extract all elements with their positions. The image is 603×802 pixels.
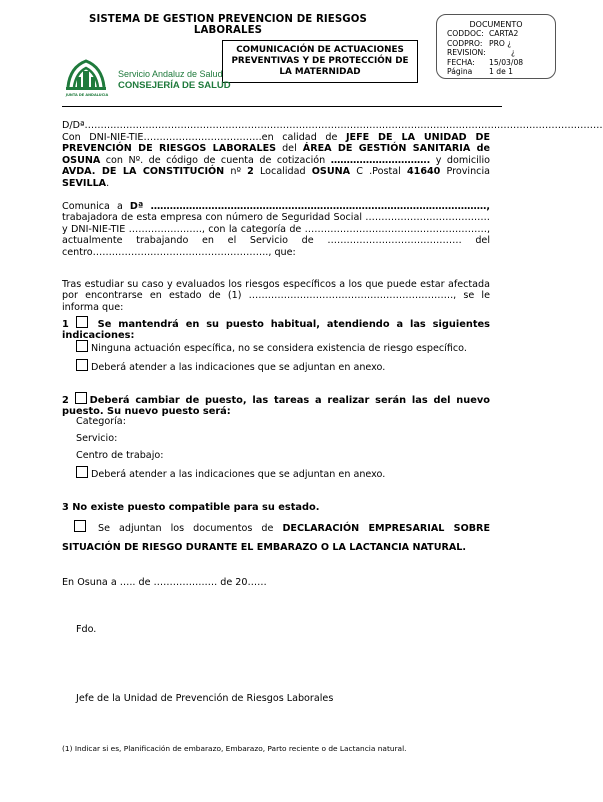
form-title-line: LA MATERNIDAD: [279, 67, 361, 77]
doc-info-key: CODPRO:: [447, 38, 483, 48]
worker-paragraph: [62, 201, 490, 258]
text-run: C .Postal: [350, 166, 407, 178]
section-1-title: [62, 316, 490, 342]
province-text: SEVILLA: [62, 177, 107, 189]
field-workplace: Centro de trabajo:: [76, 450, 164, 461]
document-info-box: [436, 14, 556, 79]
text-run: y domicilio: [430, 154, 491, 166]
option-checkbox[interactable]: [76, 340, 88, 352]
postal-code: 41640: [406, 166, 441, 178]
worker-name-dots: Dª ……………………………………………………………………………………………,: [129, 201, 491, 212]
text-run: Comunica a: [62, 201, 130, 212]
document-system-title: SISTEMA DE GESTION PREVENCION DE RIESGOS LABORALES: [89, 14, 367, 36]
locality-text: OSUNA: [311, 166, 351, 178]
option-checkbox[interactable]: [76, 466, 88, 478]
footnote: (1) Indicar si es, Planificación de embarazo, Embarazo, Parto reciente o de Lactancia natural.: [62, 744, 407, 753]
doc-info-value: PRO ¿: [489, 38, 512, 48]
signed-label: Fdo.: [76, 624, 97, 635]
section-title-text: Se mantendrá en su puesto habitual, atendiendo a las siguientes indicaciones:: [62, 319, 490, 342]
form-title-line: PREVENTIVAS Y DE PROTECCIÓN DE: [231, 56, 409, 66]
doc-info-value: CARTA2: [489, 29, 519, 39]
doc-info-value: 15/03/08: [489, 57, 524, 67]
sender-line: [62, 120, 603, 131]
section-1-option-1: [76, 340, 496, 354]
text-run: Localidad: [253, 166, 312, 178]
option-text: Ninguna actuación específica, no se considera existencia de riesgo específico.: [91, 343, 467, 354]
text-run: Con DNI-NIE-TIE……………………………….en calidad de: [62, 132, 346, 143]
section-1-option-2: [76, 359, 496, 373]
doc-info-key: CODDOC:: [447, 29, 484, 39]
doc-info-key: Página: [447, 67, 473, 77]
text-run: del: [276, 143, 303, 155]
section-2-title: [62, 392, 490, 418]
logo-line2: CONSEJERÍA DE SALUD: [118, 80, 231, 91]
option-checkbox[interactable]: [76, 359, 88, 371]
section-number: 1: [62, 319, 69, 330]
text-run: Se adjuntan los documentos de: [98, 523, 283, 534]
section-number: 2: [62, 395, 69, 406]
section-3-title: 3 No existe puesto compatible para su estado.: [62, 502, 320, 513]
junta-andalucia-logo-icon: [62, 53, 110, 95]
text-run: .: [106, 177, 110, 189]
doc-info-value: ¿: [511, 48, 516, 58]
sender-name-line: D/Dª………………………………………………………………………………………………………………………………………………: [62, 120, 603, 131]
role-text: JEFE DE LA UNIDAD DE PREVENCIÓN DE RIESGOS LABORALES: [62, 132, 491, 155]
field-service: Servicio:: [76, 433, 118, 444]
signer-title: Jefe de la Unidad de Prevención de Riesgos Laborales: [76, 693, 334, 704]
logo-line1: Servicio Andaluz de Salud: [118, 69, 223, 79]
section-1-checkbox[interactable]: [76, 316, 88, 328]
declaration-text: DECLARACIÓN EMPRESARIAL SOBRE SITUACIÓN DE RIESGO DURANTE EL EMBARAZO O LA LACTANCIA NATURAL.: [62, 523, 490, 553]
account-dots: ………………………….: [330, 154, 431, 166]
evaluation-paragraph: Tras estudiar su caso y evaluados los riesgos específicos a los que puede estar afectada por encontrarse en estado de (1) ………………………………………………………., se le informa que:: [62, 279, 490, 313]
field-category: Categoría:: [76, 416, 126, 427]
text-run: Provincia: [440, 166, 490, 178]
form-title-box: [222, 40, 418, 83]
doc-info-key: FECHA:: [447, 57, 475, 67]
section-3-checkbox[interactable]: [74, 520, 86, 532]
address-text: AVDA. DE LA CONSTITUCIÓN: [62, 166, 225, 178]
sender-paragraph: [62, 132, 490, 189]
doc-info-value: 1 de 1: [489, 67, 513, 77]
area-text: ÁREA DE GESTIÓN SANITARIA de OSUNA: [62, 143, 490, 166]
form-title-line: COMUNICACIÓN DE ACTUACIONES: [236, 45, 404, 55]
section-2-checkbox[interactable]: [75, 392, 87, 404]
section-title-text: Deberá cambiar de puesto, las tareas a realizar serán las del nuevo puesto. Su nuevo puesto será:: [62, 395, 490, 418]
address-number: 2: [247, 166, 254, 178]
logo-caption: JUNTA DE ANDALUCIA: [65, 93, 109, 97]
text-run: con Nº. de código de cuenta de cotización: [100, 154, 331, 166]
header-divider: [62, 106, 502, 107]
logo-name: [118, 69, 231, 91]
section-3-paragraph: [62, 519, 490, 557]
document-info-heading: DOCUMENTO: [469, 20, 523, 29]
section-2-option: [76, 466, 496, 480]
option-text: Deberá atender a las indicaciones que se adjuntan en anexo.: [91, 362, 386, 373]
text-run: trabajadora de esta empresa con número de Seguridad Social ………………………………… y DNI-NIE-TIE ………………….., con la categoría de …………………………………………………, actualmente trabajando en el Servicio de …………………………………… del centro………………………………………………., que:: [62, 212, 490, 258]
text-run: nº: [224, 166, 248, 178]
option-text: Deberá atender a las indicaciones que se adjuntan en anexo.: [91, 469, 386, 480]
place-date-line: En Osuna a ….. de …………….…. de 20……: [62, 577, 267, 588]
doc-info-key: REVISION:: [447, 48, 486, 58]
